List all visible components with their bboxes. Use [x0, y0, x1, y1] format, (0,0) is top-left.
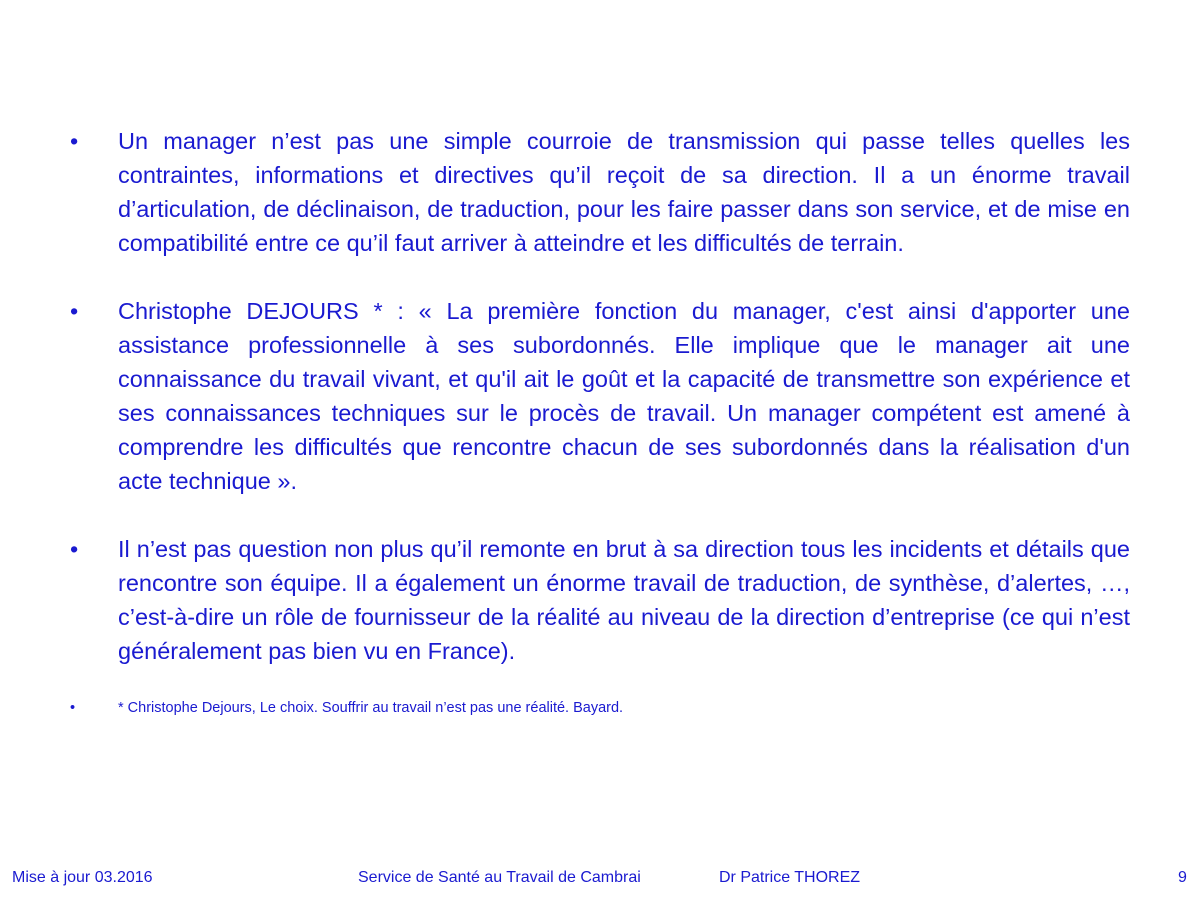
bullet-text: Un manager n’est pas une simple courroie de transmission qui passe telles quelles les contraintes, informations et directives qu’il reçoit de sa direction. Il a un énorme travail d’articulation, de déclinaison, de traduction, pour les faire passer dans son service, et de mise en compatibilité entre ce qu’il faut arriver à atteindre et les difficultés de terrain.: [118, 128, 1130, 256]
bullet-text: Christophe DEJOURS * : « La première fonction du manager, c'est ainsi d'apporter une assistance professionnelle à ses subordonnés. Elle implique que le manager ait une connaissance du travail vivant, et qu'il ait le goût et la capacité de transmettre son expérience et ses connaissances techniques sur le procès de travail. Un manager compétent est amené à comprendre les difficultés que rencontre chacun de ses subordonnés dans la réalisation d'un acte technique ».: [118, 298, 1130, 494]
footer-author: Dr Patrice THOREZ: [719, 869, 861, 886]
bullet-point: •: [70, 298, 79, 324]
page-number: 9: [1178, 869, 1187, 886]
bullet-item-manager-role: [68, 124, 1130, 260]
bullet-point: •: [70, 700, 76, 716]
bullet-item-reporting: [68, 532, 1130, 668]
footnote-text: * Christophe Dejours, Le choix. Souffrir au travail n’est pas une réalité. Bayard.: [118, 700, 624, 716]
bullet-item-dejours-quote: [68, 294, 1130, 498]
footnote-item: [68, 698, 1130, 718]
footer-service: Service de Santé au Travail de Cambrai: [358, 869, 641, 886]
bullet-point: •: [70, 536, 79, 562]
footer-date: Mise à jour 03.2016: [12, 869, 153, 886]
bullet-text: Il n’est pas question non plus qu’il remonte en brut à sa direction tous les incidents et détails que rencontre son équipe. Il a également un énorme travail de traduction, de synthèse, d’alertes, …, c’est-à-dire un rôle de fournisseur de la réalité au niveau de la direction d’entreprise (ce qui n’est généralement pas bien vu en France).: [118, 536, 1130, 664]
slide-body: [68, 124, 1130, 718]
bullet-point: •: [70, 128, 79, 154]
